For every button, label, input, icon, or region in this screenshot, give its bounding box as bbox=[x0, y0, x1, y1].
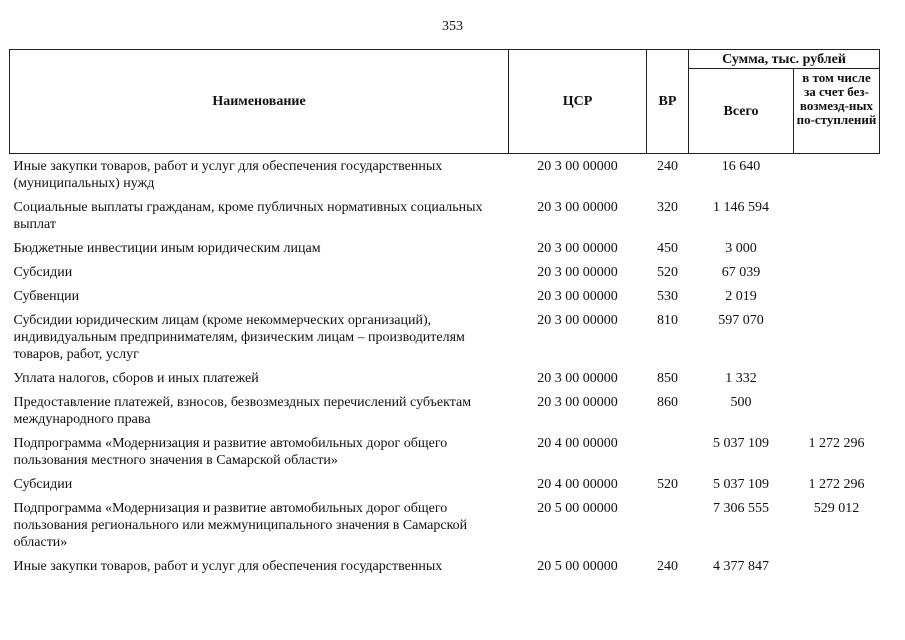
row-free: 529 012 bbox=[813, 501, 860, 516]
row-total: 1 332 bbox=[725, 371, 757, 386]
row-vr: 240 bbox=[657, 159, 678, 174]
row-total: 500 bbox=[730, 395, 752, 410]
header-name: Наименование bbox=[10, 50, 509, 154]
row-name: Подпрограмма «Модернизация и развитие автомобильных дорог общего пользования регионального или межмуниципального значения в Самарской области» bbox=[13, 501, 468, 550]
table-header bbox=[10, 50, 880, 154]
row-vr: 860 bbox=[657, 395, 678, 410]
row-free bbox=[794, 281, 880, 305]
row-total: 4 377 847 bbox=[713, 559, 769, 574]
row-free bbox=[794, 154, 880, 193]
row-total: 3 000 bbox=[725, 241, 757, 256]
row-free bbox=[794, 192, 880, 233]
row-csr: 20 3 00 00000 bbox=[537, 265, 618, 280]
row-csr: 20 3 00 00000 bbox=[537, 289, 618, 304]
row-vr: 810 bbox=[657, 313, 678, 328]
row-name: Субвенции bbox=[13, 289, 80, 304]
table-row bbox=[10, 257, 880, 281]
table-row bbox=[10, 281, 880, 305]
row-free bbox=[794, 363, 880, 387]
row-total: 67 039 bbox=[721, 265, 761, 280]
table-row bbox=[10, 387, 880, 428]
page-number: 353 bbox=[442, 19, 463, 34]
table-row bbox=[10, 493, 880, 551]
row-name: Подпрограмма «Модернизация и развитие автомобильных дорог общего пользования местного значения в Самарской области» bbox=[13, 436, 448, 468]
row-total: 1 146 594 bbox=[713, 200, 769, 215]
row-csr: 20 4 00 00000 bbox=[537, 436, 618, 451]
row-name: Социальные выплаты гражданам, кроме публичных нормативных социальных выплат bbox=[13, 200, 483, 232]
table-row bbox=[10, 192, 880, 233]
row-free bbox=[794, 305, 880, 363]
row-csr: 20 4 00 00000 bbox=[537, 477, 618, 492]
table-row bbox=[10, 154, 880, 193]
row-csr: 20 3 00 00000 bbox=[537, 241, 618, 256]
table-row bbox=[10, 305, 880, 363]
row-name: Уплата налогов, сборов и иных платежей bbox=[13, 371, 259, 386]
row-name: Субсидии bbox=[13, 477, 73, 492]
row-vr: 450 bbox=[657, 241, 678, 256]
table-row bbox=[10, 551, 880, 575]
header-total: Всего bbox=[689, 69, 794, 154]
row-name: Субсидии bbox=[13, 265, 73, 280]
row-vr bbox=[647, 493, 689, 551]
table-body bbox=[10, 154, 880, 576]
row-free bbox=[794, 387, 880, 428]
row-csr: 20 3 00 00000 bbox=[537, 200, 618, 215]
table-row bbox=[10, 428, 880, 469]
row-total: 7 306 555 bbox=[713, 501, 769, 516]
header-vr: ВР bbox=[647, 50, 689, 154]
row-total: 5 037 109 bbox=[713, 477, 769, 492]
row-free bbox=[794, 257, 880, 281]
row-csr: 20 3 00 00000 bbox=[537, 313, 618, 328]
row-csr: 20 5 00 00000 bbox=[537, 501, 618, 516]
row-csr: 20 3 00 00000 bbox=[537, 159, 618, 174]
table-row bbox=[10, 233, 880, 257]
header-sum-group: Сумма, тыс. рублей bbox=[689, 50, 880, 69]
row-csr: 20 3 00 00000 bbox=[537, 371, 618, 386]
row-vr: 520 bbox=[657, 265, 678, 280]
row-csr: 20 5 00 00000 bbox=[537, 559, 618, 574]
row-vr: 320 bbox=[657, 200, 678, 215]
header-csr: ЦСР bbox=[509, 50, 647, 154]
budget-table bbox=[9, 49, 880, 575]
row-total: 16 640 bbox=[721, 159, 761, 174]
row-vr: 240 bbox=[657, 559, 678, 574]
row-name: Иные закупки товаров, работ и услуг для обеспечения государственных (муниципальных) нужд bbox=[13, 159, 443, 191]
row-total: 597 070 bbox=[718, 313, 764, 328]
row-name: Бюджетные инвестиции иным юридическим лицам bbox=[13, 241, 321, 256]
row-free bbox=[794, 551, 880, 575]
header-free-receipts: в том числе за счет без-возмезд-ных по-ступлений bbox=[794, 69, 880, 154]
row-total: 5 037 109 bbox=[713, 436, 769, 451]
row-free: 1 272 296 bbox=[808, 477, 865, 492]
row-vr: 850 bbox=[657, 371, 678, 386]
row-vr bbox=[647, 428, 689, 469]
row-free bbox=[794, 233, 880, 257]
row-csr: 20 3 00 00000 bbox=[537, 395, 618, 410]
row-total: 2 019 bbox=[725, 289, 757, 304]
row-name: Предоставление платежей, взносов, безвозмездных перечислений субъектам международного права bbox=[13, 395, 472, 427]
row-name: Иные закупки товаров, работ и услуг для обеспечения государственных bbox=[13, 559, 443, 574]
table-row bbox=[10, 363, 880, 387]
row-free: 1 272 296 bbox=[808, 436, 865, 451]
row-vr: 520 bbox=[657, 477, 678, 492]
row-name: Субсидии юридическим лицам (кроме некоммерческих организаций), индивидуальным предпринимателям, физическим лицам – производителям товаров, работ, услуг bbox=[13, 313, 465, 362]
row-vr: 530 bbox=[657, 289, 678, 304]
table-row bbox=[10, 469, 880, 493]
